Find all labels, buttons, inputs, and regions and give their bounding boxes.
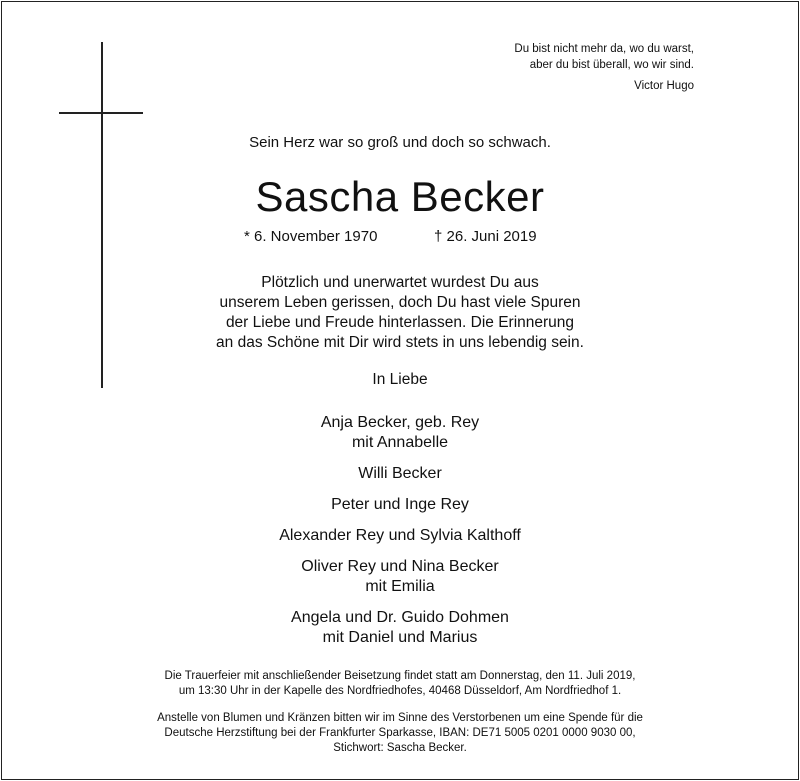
text-line: der Liebe und Freude hinterlassen. Die Erinnerung [225, 314, 575, 331]
birth-date: * 6. November 1970 [244, 228, 378, 245]
text-line: an das Schöne mit Dir wird stets in uns lebendig sein. [216, 334, 584, 351]
mourner-name: Willi Becker [358, 465, 442, 482]
mourner-family: mit Emilia [365, 578, 435, 595]
in-liebe: In Liebe [372, 371, 428, 388]
mourner-family: mit Annabelle [351, 434, 449, 451]
funeral-line: um 13:30 Uhr in der Kapelle des Nordfriedhofes, 40468 Düsseldorf, Am Nordfriedhof 1. [178, 685, 622, 697]
mourner-entry [0, 608, 800, 648]
death-date: † 26. Juni 2019 [434, 228, 537, 245]
mourner-name: Oliver Rey und Nina Becker [301, 558, 499, 575]
funeral-line: Die Trauerfeier mit anschließender Beisetzung findet statt am Donnerstag, den 11. Juli 2019, [164, 670, 636, 682]
quote-line: Du bist nicht mehr da, wo du warst, [514, 43, 694, 55]
mourner-name: Alexander Rey und Sylvia Kalthoff [279, 527, 521, 544]
mourner-family: mit Daniel und Marius [322, 629, 478, 646]
donation-line: Stichwort: Sascha Becker. [333, 742, 467, 754]
text-line: unserem Leben gerissen, doch Du hast viele Spuren [219, 294, 581, 311]
donation-line: Anstelle von Blumen und Kränzen bitten wir im Sinne des Verstorbenen um eine Spende für die [157, 712, 643, 724]
quote [514, 41, 694, 73]
intro-line: Sein Herz war so groß und doch so schwach. [249, 134, 551, 151]
funeral-info [0, 669, 800, 699]
quote-line: aber du bist überall, wo wir sind. [529, 59, 694, 71]
quote-author: Victor Hugo [634, 80, 694, 92]
mourner-entry [0, 413, 800, 453]
mourner-name: Anja Becker, geb. Rey [320, 414, 480, 431]
deceased-name: Sascha Becker [255, 173, 545, 220]
mourner-entry [0, 464, 800, 484]
memorial-text [0, 273, 800, 353]
text-line: Plötzlich und unerwartet wurdest Du aus [261, 274, 539, 291]
mourner-entry [0, 526, 800, 546]
donation-info [0, 711, 800, 756]
donation-line: Deutsche Herzstiftung bei der Frankfurter Sparkasse, IBAN: DE71 5005 0201 0000 9030 00, [164, 727, 636, 739]
mourner-entry [0, 557, 800, 597]
mourner-name: Peter und Inge Rey [331, 496, 469, 513]
mourner-entry [0, 495, 800, 515]
mourners-list [0, 413, 800, 659]
mourner-name: Angela und Dr. Guido Dohmen [291, 609, 509, 626]
notice-border [1, 1, 799, 780]
cross-horizontal-bar [59, 112, 143, 114]
